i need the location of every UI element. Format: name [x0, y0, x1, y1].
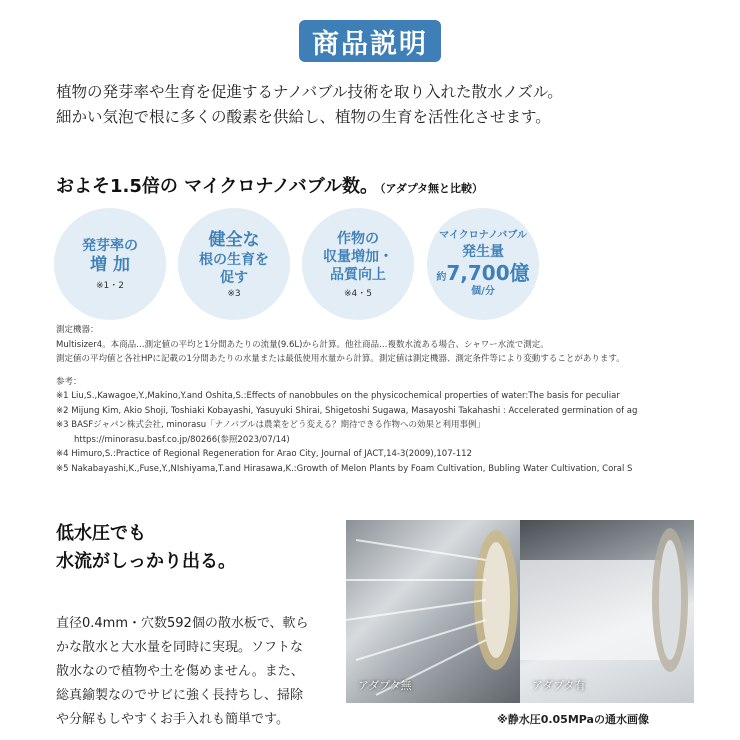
references-heading: 参考： [56, 376, 82, 387]
section-title: 商品説明 [299, 20, 441, 62]
body-line: や分解もしやすくお手入れも簡単です。 [56, 712, 289, 727]
headline-main: およそ1.5倍の マイクロナノバブル数。 [56, 176, 379, 197]
circle-top-label: マイクロナノバブル [439, 230, 527, 241]
reference-item: ※3 BASFジャパン株式会社, minorasu「ナノバブルは農業をどう変える？期待できる作物への効果と利用事例」 [56, 420, 486, 430]
circle-line: 品質向上 [330, 266, 386, 283]
photo-label-with: アダプタ有 [532, 679, 586, 692]
circle-line: 収量増加・ [323, 248, 393, 265]
circle-prefix: 約 [436, 272, 447, 283]
measurement-notes [56, 323, 637, 476]
photo-label-without: アダプタ無 [358, 679, 412, 692]
circle-line: 発生量 [462, 244, 504, 260]
circle-note: ※1・2 [96, 281, 124, 291]
body-line: 総真鍮製なのでサビに強く長持ちし、掃除 [56, 688, 304, 703]
circle-unit: 個/分 [471, 286, 495, 297]
circle-line: 増 加 [90, 255, 130, 275]
photo-without-adapter [346, 520, 520, 703]
benefit-circle-bubble-count [427, 208, 539, 320]
circle-line: 発芽率の [82, 238, 138, 254]
circle-note: ※3 [227, 288, 241, 299]
benefit-circle-germination [54, 208, 166, 320]
low-pressure-section [56, 520, 309, 732]
intro-line: 細かい気泡で根に多くの酸素を供給し、植物の生育を活性化させます。 [56, 108, 551, 126]
benefit-circle-roots [178, 208, 290, 320]
circle-line: 作物の [337, 230, 379, 247]
water-spray-image [346, 520, 520, 703]
section2-heading-line: 水流がしっかり出る。 [56, 551, 236, 572]
body-line: 散水なので植物や土を傷めません。また、 [56, 664, 304, 679]
circle-number: 7,700億 [446, 261, 530, 285]
circle-line: 健全な [208, 229, 260, 250]
bubble-headline [56, 172, 483, 198]
benefit-circle-yield [302, 208, 414, 320]
section2-body [56, 612, 309, 732]
body-line: かな散水と大水量を同時に実現。ソフトな [56, 640, 304, 655]
photo-caption: ※静水圧0.05MPaの通水画像 [497, 713, 649, 726]
photo-with-adapter [520, 520, 694, 703]
circle-line: 根の生育を [199, 251, 269, 268]
circle-note: ※4・5 [344, 288, 372, 299]
reference-url: https://minorasu.basf.co.jp/80266(参照2023/07/14) [74, 434, 290, 445]
notes-heading: 測定機器： [56, 325, 99, 335]
water-spray-image [520, 520, 694, 703]
reference-item: ※1 Liu,S.,Kawagoe,Y.,Makino,Y.and Oshita,S.:Effects of nanobbules on the physicochemical properties of water:The basis for peculiar [56, 391, 620, 401]
notes-line: 測定値の平均値と各社HPに記載の1分間あたりの水量または最低使用水量から計算。測定値は測定機器、測定条件等により変動することがあります。 [56, 354, 625, 364]
reference-item: ※2 Mijung Kim, Akio Shoji, Toshiaki Kobayashi, Yasuyuki Shirai, Shigetoshi Sugawa, Masayoshi Takahashi : Accelerated germination of ag [56, 405, 638, 416]
intro-text [56, 80, 563, 130]
section2-heading-line: 低水圧でも [56, 523, 146, 544]
reference-item: ※5 Nakabayashi,K.,Fuse,Y.,NIshiyama,T.and Hirasawa,K.:Growth of Melon Plants by Foam Cultivation, Bubling Water Cultivation, Coral S [56, 463, 633, 474]
reference-item: ※4 Himuro,S.:Practice of Regional Regeneration for Arao City, Journal of JACT,14-3(2009),107-112 [56, 449, 472, 459]
headline-sub: （アダプタ無と比較） [380, 182, 483, 195]
intro-line: 植物の発芽率や生育を促進するナノバブル技術を取り入れた散水ノズル。 [56, 83, 563, 101]
notes-line: Multisizer4。本商品…測定値の平均と1分間あたりの流量(9.6L)から計算。他社商品…複数水流ある場合、シャワー水流で測定。 [56, 339, 549, 350]
circle-line: 促す [220, 269, 248, 286]
body-line: 直径0.4mm・穴数592個の散水板で、軟ら [56, 616, 309, 631]
